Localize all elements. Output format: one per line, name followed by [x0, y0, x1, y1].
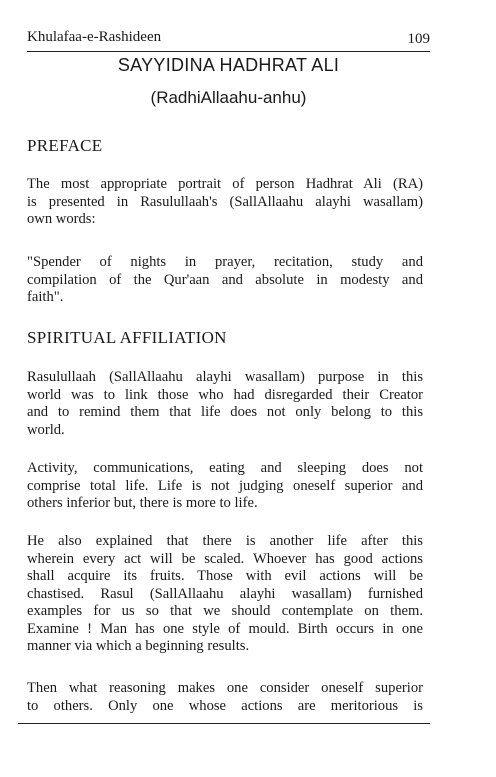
- text-line: He also explained that there is another life after this: [27, 533, 423, 549]
- section-heading-spiritual-affiliation: SPIRITUAL AFFILIATION: [27, 328, 227, 347]
- text-line: to others. Only one whose actions are meritorious is: [27, 697, 423, 714]
- text-line: Activity, communications, eating and sleeping does not: [27, 460, 423, 476]
- running-header: [27, 27, 430, 52]
- text-line: faith".: [27, 289, 64, 305]
- text-line: wherein every act will be scaled. Whoever has good actions: [27, 550, 423, 567]
- text-line: own words:: [27, 211, 96, 227]
- text-line: others inferior but, there is more to life.: [27, 495, 258, 511]
- text-line: compilation of the Qur'aan and absolute in modesty and: [27, 271, 423, 288]
- text-line: Examine ! Man has one style of mould. Birth occurs in one: [27, 620, 423, 637]
- text-line: examples for us so that we should contemplate on them.: [27, 603, 423, 619]
- paragraph: [27, 176, 423, 229]
- text-line: shall acquire its fruits. Those with evil actions will be: [27, 568, 423, 584]
- chapter-title: SAYYIDINA HADHRAT ALI: [117, 55, 340, 75]
- book-title: Khulafaa-e-Rashideen: [27, 29, 162, 45]
- text-line: "Spender of nights in prayer, recitation, study and: [27, 254, 423, 270]
- text-line: world was to link those who had disregarded their Creator: [27, 386, 423, 403]
- text-line: comprise total life. Life is not judging oneself superior and: [27, 477, 423, 494]
- footer-rule: [18, 723, 430, 724]
- paragraph: [27, 254, 423, 307]
- text-line: world.: [27, 421, 65, 438]
- section-heading-preface: PREFACE: [27, 136, 103, 155]
- text-line: chastised. Rasul (SallAllaahu alayhi wasallam) furnished: [27, 585, 423, 602]
- text-line: Then what reasoning makes one consider oneself superior: [27, 680, 423, 696]
- paragraph: [27, 533, 423, 656]
- paragraph: [27, 460, 423, 513]
- text-line: manner via which a beginning results.: [27, 638, 250, 654]
- page-number: 109: [407, 31, 430, 47]
- text-line: Rasulullaah (SallAllaahu alayhi wasallam) purpose in this: [27, 369, 423, 385]
- text-line: is presented in Rasulullaah's (SallAllaahu alayhi wasallam): [27, 193, 423, 210]
- paragraph: [27, 369, 423, 439]
- chapter-subtitle: (RadhiAllaahu-anhu): [150, 88, 307, 107]
- paragraph: [27, 680, 423, 715]
- text-line: The most appropriate portrait of person Hadhrat Ali (RA): [27, 176, 423, 192]
- text-line: and to remind them that life does not only belong to this: [27, 404, 423, 420]
